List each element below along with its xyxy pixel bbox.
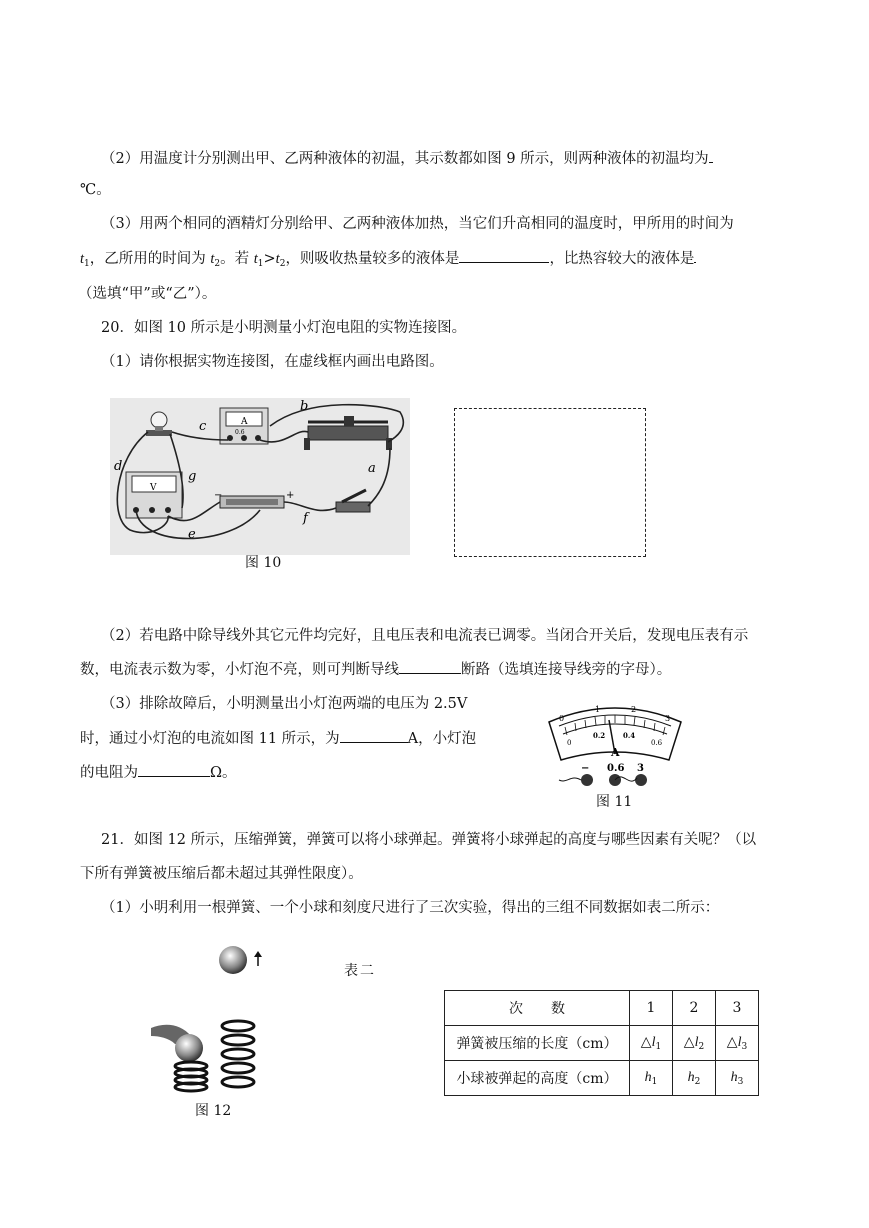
q21-stem-line2: 下所有弹簧被压缩后都未超过其弹性限度）。 xyxy=(80,866,363,882)
table-row xyxy=(445,991,759,1026)
figure-12-caption: 图 12 xyxy=(195,1103,232,1119)
arrow-up-icon xyxy=(254,951,262,957)
spring-extended-icon xyxy=(222,1021,254,1087)
spring-compressed-icon xyxy=(175,1062,207,1091)
table-2-title: 表二 xyxy=(344,963,376,979)
voltmeter-icon xyxy=(126,472,182,518)
ball-compressed-icon xyxy=(175,1034,203,1062)
wire-label-d: d xyxy=(114,459,123,474)
table-header-1: 1 xyxy=(630,991,673,1026)
q21-p1: （1）小明利用一根弹簧、一个小球和刻度尺进行了三次实验，得出的三组不同数据如表二所示： xyxy=(101,900,720,916)
q19-p3-line1: （3）用两个相同的酒精灯分别给甲、乙两种液体加热，当它们升高相同的温度时，甲所用的时间为 xyxy=(101,216,734,232)
scale-top-0: 0 xyxy=(559,714,565,723)
voltmeter-letter: V xyxy=(150,483,157,493)
q20-p3-line3: 的电阻为 Ω。 xyxy=(80,762,237,783)
table-cell: $h_1$ xyxy=(630,1061,673,1096)
figure-11-ammeter-dial xyxy=(545,700,685,792)
scale-top-1: 1 xyxy=(595,705,601,714)
scale-bottom-0: 0 xyxy=(567,739,572,747)
figure-12-spring-ball xyxy=(145,940,270,1100)
table-header-count: 次 数 xyxy=(445,991,630,1026)
ammeter-range: 0.6 xyxy=(235,429,245,436)
scale-bottom-02: 0.2 xyxy=(593,731,606,740)
table-cell: $h_2$ xyxy=(673,1061,716,1096)
scale-bottom-06: 0.6 xyxy=(651,739,663,747)
table-row2-label: 小球被弹起的高度（cm） xyxy=(445,1061,630,1096)
q19-blank-more-heat[interactable] xyxy=(459,248,549,263)
q20-stem: 20．如图 10 所示是小明测量小灯泡电阻的实物连接图。 xyxy=(101,320,467,336)
circuit-diagram-answer-box[interactable] xyxy=(454,408,646,557)
q20-p3-line1: （3）排除故障后，小明测量出小灯泡两端的电压为 2.5V xyxy=(101,696,468,712)
battery-minus: − xyxy=(214,490,223,501)
q20-blank-resistance[interactable] xyxy=(138,762,210,777)
q20-p2-line1: （2）若电路中除导线外其它元件均完好，且电压表和电流表已调零。当闭合开关后，发现电压表有示 xyxy=(101,628,749,644)
ammeter-letter: A xyxy=(241,417,248,427)
q19-blank-temperature[interactable] xyxy=(709,148,713,163)
table-header-2: 2 xyxy=(673,991,716,1026)
q20-blank-wire[interactable] xyxy=(399,659,461,674)
table-cell: $\triangle l_3$ xyxy=(716,1026,759,1061)
scale-top-2: 2 xyxy=(631,705,637,714)
table-cell: $\triangle l_2$ xyxy=(673,1026,716,1061)
wire-label-e: e xyxy=(188,527,196,542)
wire-label-f: f xyxy=(303,511,308,526)
q20-p1: （1）请你根据实物连接图，在虚线框内画出电路图。 xyxy=(101,354,444,370)
table-row xyxy=(445,1026,759,1061)
terminal-3: 3 xyxy=(637,763,644,774)
scale-top-3: 3 xyxy=(665,714,671,723)
terminal-06: 0.6 xyxy=(607,763,625,774)
battery-plus: + xyxy=(286,490,295,501)
q20-p2-line2: 数，电流表示数为零，小灯泡不亮，则可判断导线 断路（选填连接导线旁的字母）。 xyxy=(80,659,671,680)
q21-stem-line1: 21．如图 12 所示，压缩弹簧，弹簧可以将小球弹起。弹簧将小球弹起的高度与哪些因素有关呢？（以 xyxy=(101,832,757,848)
q19-blank-specific-heat[interactable] xyxy=(694,248,696,263)
q20-p3-line2: 时，通过小灯泡的电流如图 11 所示，为 A，小灯泡 xyxy=(80,728,476,749)
wire-label-b: b xyxy=(300,399,309,414)
ball-top-icon xyxy=(219,946,247,974)
q19-p2-line1: （2）用温度计分别测出甲、乙两种液体的初温，其示数都如图 9 所示，则两种液体的初温均为 xyxy=(101,148,713,169)
wire-label-a: a xyxy=(368,461,376,476)
q19-p2-line2: ℃。 xyxy=(80,182,111,198)
table-row1-label: 弹簧被压缩的长度（cm） xyxy=(445,1026,630,1061)
table-row xyxy=(445,1061,759,1096)
wire-label-g: g xyxy=(188,469,197,484)
table-header-3: 3 xyxy=(716,991,759,1026)
scale-bottom-04: 0.4 xyxy=(623,731,636,740)
table-2 xyxy=(444,990,759,1096)
battery-icon xyxy=(220,496,284,508)
table-cell: $\triangle l_1$ xyxy=(630,1026,673,1061)
table-cell: $h_3$ xyxy=(716,1061,759,1096)
figure-10-caption: 图 10 xyxy=(245,555,282,571)
terminal-minus: − xyxy=(581,763,590,774)
q19-p3-line2: $t_1$，乙所用的时间为 $t_2$。若 $t_1>t_2$，则吸收热量较多的液体是 ，比热容较大的液体是 xyxy=(80,248,696,274)
meter-unit: A xyxy=(611,746,620,759)
figure-10-circuit xyxy=(110,398,410,555)
figure-11-caption: 图 11 xyxy=(596,794,633,810)
wire-label-c: c xyxy=(199,419,207,434)
q19-p3-line3: （选填“甲”或“乙”）。 xyxy=(78,286,217,302)
q20-blank-current[interactable] xyxy=(340,728,408,743)
